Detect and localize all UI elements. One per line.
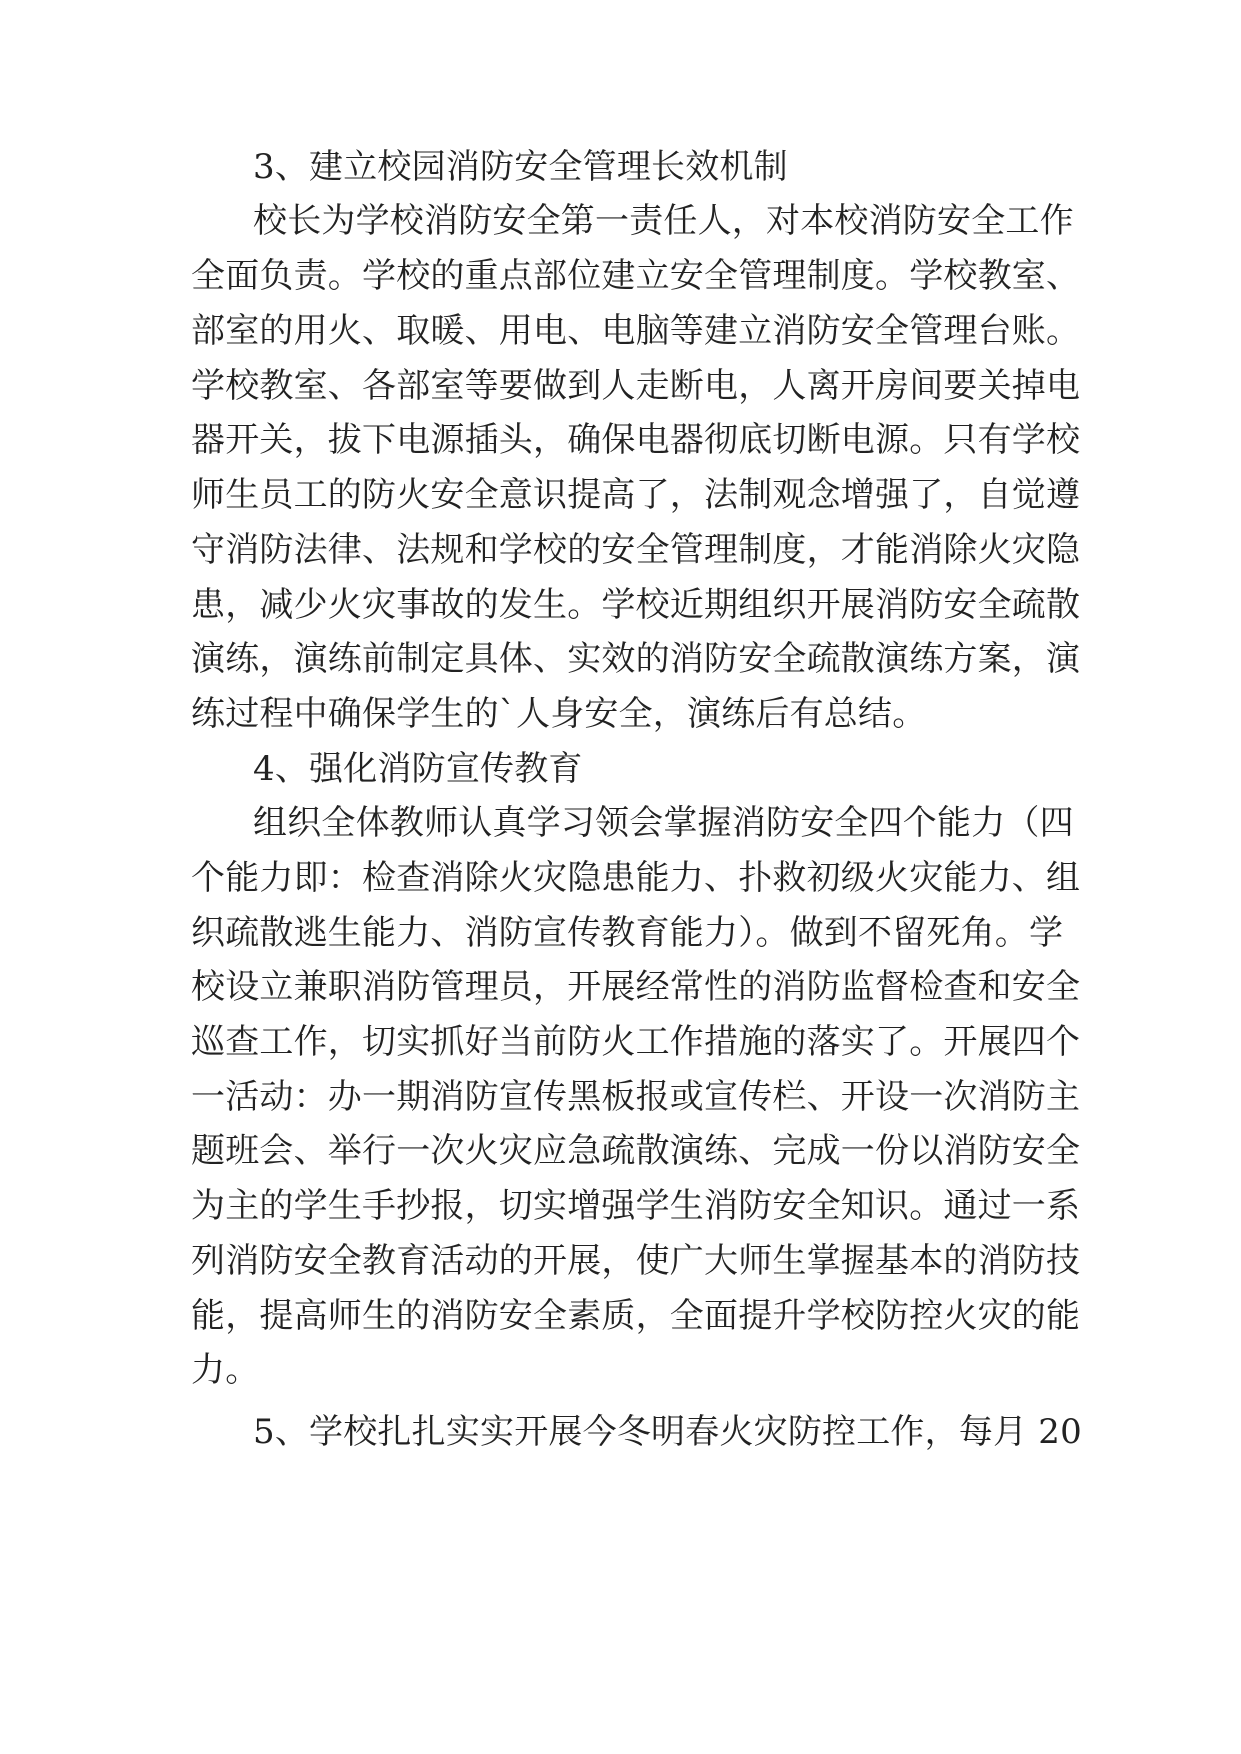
section-heading-5: 5、学校扎扎实实开展今冬明春火灾防控工作，每月 20 [253,1412,1082,1452]
paragraph-line: 器开关，拔下电源插头，确保电器彻底切断电源。只有学校 [191,420,1081,460]
paragraph-line: 巡查工作，切实抓好当前防火工作措施的落实了。开展四个 [191,1022,1081,1062]
paragraph-line: 列消防安全教育活动的开展，使广大师生掌握基本的消防技 [191,1241,1081,1281]
paragraph-line: 为主的学生手抄报，切实增强学生消防安全知识。通过一系 [191,1186,1081,1226]
paragraph-line: 守消防法律、法规和学校的安全管理制度，才能消除火灾隐 [191,530,1081,570]
paragraph-line: 患，减少火灾事故的发生。学校近期组织开展消防安全疏散 [191,585,1081,625]
paragraph-line: 题班会、举行一次火灾应急疏散演练、完成一份以消防安全 [191,1131,1081,1171]
paragraph-line: 校设立兼职消防管理员，开展经常性的消防监督检查和安全 [191,967,1081,1007]
paragraph-line: 师生员工的防火安全意识提高了，法制观念增强了，自觉遵 [191,475,1081,515]
paragraph-line: 部室的用火、取暖、用电、电脑等建立消防安全管理台账。 [191,311,1081,351]
section-heading-4: 4、强化消防宣传教育 [253,749,583,789]
paragraph-line: 练过程中确保学生的`人身安全，演练后有总结。 [191,694,927,734]
paragraph-line: 全面负责。学校的重点部位建立安全管理制度。学校教室、 [191,256,1081,296]
paragraph-line: 校长为学校消防安全第一责任人，对本校消防安全工作 [253,201,1074,241]
paragraph-line: 演练，演练前制定具体、实效的消防安全疏散演练方案，演 [191,639,1081,679]
paragraph-line: 个能力即：检查消除火灾隐患能力、扑救初级火灾能力、组 [191,858,1081,898]
paragraph-line: 能，提高师生的消防安全素质，全面提升学校防控火灾的能 [191,1296,1081,1336]
paragraph-line: 组织全体教师认真学习领会掌握消防安全四个能力（四 [253,803,1074,843]
paragraph-line: 学校教室、各部室等要做到人走断电，人离开房间要关掉电 [191,366,1081,406]
section-heading-3: 3、建立校园消防安全管理长效机制 [253,147,788,187]
paragraph-line: 一活动：办一期消防宣传黑板报或宣传栏、开设一次消防主 [191,1077,1081,1117]
paragraph-line: 力。 [191,1350,260,1390]
paragraph-line: 织疏散逃生能力、消防宣传教育能力）。做到不留死角。学 [191,913,1064,953]
